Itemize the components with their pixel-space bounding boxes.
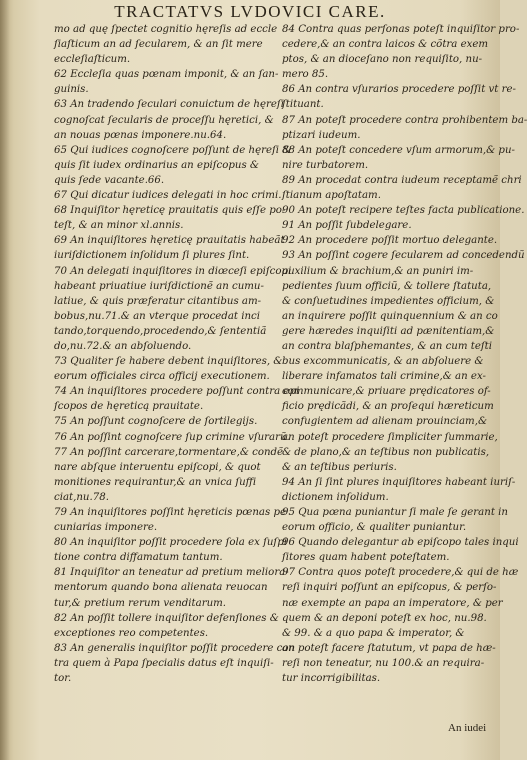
text-line: gere hæredes inquiſiti ad pænitentiam,&	[282, 325, 495, 337]
text-line: 80 An inquiſitor poſſit procedere ſola ex ſuſpi	[54, 537, 287, 549]
text-line: reſi inquiri poſſunt an epiſcopus, & perſo-	[282, 582, 497, 594]
text-line: 73 Qualiter ſe habere debent inquiſitores, &	[54, 356, 283, 368]
text-line: 94 An ſi ſint plures inquiſitores habeant iuriſ-	[282, 476, 516, 488]
text-line: 79 An inquiſitores poſſint hęreticis pœnas pe	[54, 507, 287, 518]
text-line: 97 Contra quos poteſt procedere,& qui de hæ	[282, 567, 519, 579]
text-line: 88 An poteſt concedere vſum armorum,& pu-	[282, 144, 515, 156]
text-line: eorum officiales circa officij executionem.	[54, 371, 270, 383]
text-line: habeant priuatiue iuriſdictionẽ an cumu-	[54, 280, 264, 292]
text-line: an poteſt facere ſtatutum, vt papa de hæ-	[282, 642, 496, 654]
text-line: tur,& pretium rerum venditarum.	[54, 597, 227, 609]
text-line: 84 Contra quas perſonas poteſt inquiſitor pro-	[282, 24, 520, 35]
text-line: quem & an deponi poteſt ex hoc, nu.98.	[282, 612, 487, 624]
text-line: tur incorrigibilitas.	[282, 673, 381, 685]
text-line: eorum officio, & qualiter puniantur.	[282, 522, 467, 534]
text-line: & 99. & a quo papa & imperator, &	[282, 627, 465, 639]
text-line: 75 An poſſunt cognoſcere de ſortilegijs.	[54, 416, 258, 428]
text-line: latiue, & quis præferatur citantibus am-	[54, 295, 262, 307]
text-line: monitiones requirantur,& an vnica ſuffi	[54, 476, 257, 488]
right-column	[282, 22, 527, 686]
gutter-shadow	[0, 0, 10, 760]
text-line: 63 An tradendo ſeculari conuictum de hęreſi	[54, 99, 284, 111]
text-line: 96 Quando delegantur ab epiſcopo tales inqui	[282, 537, 519, 549]
text-line: ciat,nu.78.	[54, 491, 109, 503]
text-line: mo ad quę ſpectet cognitio hęreſis ad eccle	[54, 24, 278, 35]
catchword: An iudei	[448, 722, 487, 734]
text-line: quis ſede vacante.66.	[54, 174, 165, 186]
text-line: 82 An poſſit tollere inquiſitor defenſiones &	[54, 612, 279, 624]
text-line: 91 An poſſit ſubdelegare.	[282, 220, 412, 232]
text-line: 74 An inquiſitores procedere poſſunt contra epi	[54, 386, 300, 398]
text-line: næ exempte an papa an imperatore, & per	[282, 597, 503, 609]
text-line: ptizari iudeum.	[282, 129, 361, 141]
text-line: ſtianum apoſtatam.	[282, 190, 381, 202]
text-line: 89 An procedat contra iudeum receptamẽ chri	[282, 174, 522, 186]
text-line: ficio prędicãdi, & an proſequi hæreticum	[282, 401, 494, 413]
text-line: 77 An poſſint carcerare,tormentare,& condẽ	[54, 446, 284, 458]
text-line: 68 Inquiſitor hęreticę prauitatis quis eſſe po-	[54, 205, 286, 217]
text-line: auxilium & brachium,& an puniri im-	[282, 265, 474, 277]
text-line: mero 85.	[282, 69, 329, 81]
text-line: eccleſiaſticum.	[54, 54, 131, 66]
text-line: 83 An generalis inquiſitor poſſit procedere con	[54, 642, 296, 654]
text-line: ſitores quam habent poteſtatem.	[282, 552, 450, 564]
text-line: an poteſt procedere ſimpliciter ſummarie,	[282, 431, 498, 443]
text-line: ſcopos de hęreticą prauitate.	[54, 401, 204, 413]
text-line: 67 Qui dicatur iudices delegati in hoc crimi.	[54, 190, 282, 202]
text-line: ptos, & an dioceſano non requiſito, nu-	[282, 54, 483, 66]
text-line: 92 An procedere poſſit mortuo delegante.	[282, 235, 498, 247]
text-line: iuriſdictionem inſolidum ſi plures ſint.	[54, 250, 250, 262]
text-line: 87 An poteſt procedere contra prohibentem ba-	[282, 114, 527, 126]
text-line: mentorum quando bona alienata reuocan	[54, 582, 268, 594]
text-line: 93 An poſſint cogere ſecularem ad concedendũ	[282, 250, 525, 262]
text-line: & de plano,& an teſtibus non publicatis,	[282, 446, 490, 458]
text-line: communicare,& priuare prędicatores of-	[282, 386, 491, 398]
text-line: 69 An inquiſitores hęreticę prauitatis habeãt	[54, 235, 285, 247]
text-line: tra quem à Papa ſpecialis datus eſt inquiſi-	[54, 657, 274, 669]
text-line: an contra blaſphemantes, & an cum teſti	[282, 340, 492, 352]
text-line: nare abſque interuentu epiſcopi, & quot	[54, 461, 261, 473]
text-line: cuniarias imponere.	[54, 522, 158, 534]
text-line: tor.	[54, 673, 72, 685]
text-line: an nouas pœnas imponere.nu.64.	[54, 129, 227, 141]
text-line: tando,torquendo,procedendo,& ſententiã	[54, 325, 267, 337]
text-line: bobus,nu.71.& an vterque procedat inci	[54, 310, 261, 322]
text-line: bus excommunicatis, & an abſoluere &	[282, 356, 484, 368]
text-line: cognoſcat ſecularis de proceſſu hęretici, &	[54, 114, 274, 126]
text-line: 76 An poſſint cognoſcere ſup crimine vſurarũ.	[54, 431, 290, 443]
text-line: reſi non teneatur, nu 100.& an requira-	[282, 657, 485, 669]
text-line: 62 Eccleſia quas pœnam imponit, & an ſan-	[54, 69, 279, 81]
text-line: 65 Qui iudices cognoſcere poſſunt de hęreſi &	[54, 144, 292, 156]
text-line: 81 Inquiſitor an teneatur ad pretium meliora-	[54, 567, 289, 579]
text-line: 90 An poteſt recipere teſtes facta publicatione.	[282, 205, 525, 217]
running-head: TRACTATVS LVDOVICI CARE.	[114, 2, 386, 21]
text-line: do,nu.72.& an abſoluendo.	[54, 340, 192, 352]
text-line: teſt, & an minor xl.annis.	[54, 220, 184, 232]
text-line: quis ſit iudex ordinarius an epiſcopus &	[54, 159, 260, 171]
text-line: & conſuetudines impedientes officium, &	[282, 295, 495, 307]
text-line: ſtituant.	[282, 99, 324, 111]
text-line: dictionem inſolidum.	[282, 491, 389, 503]
text-line: & an teſtibus periuris.	[282, 461, 397, 473]
text-line: guinis.	[54, 84, 89, 96]
text-line: liberare infamatos tali crimine,& an ex-	[282, 371, 486, 383]
text-line: 70 An delegati inquiſitores in diœceſi epiſcopi	[54, 265, 292, 277]
text-line: ſiaſticum an ad ſecularem, & an ſit mere	[54, 39, 263, 51]
text-line: tione contra diffamatum tantum.	[54, 552, 223, 564]
text-line: 95 Qua pœna puniantur ſi male ſe gerant in	[282, 507, 508, 518]
text-line: nire turbatorem.	[282, 159, 369, 171]
left-column	[54, 22, 300, 686]
text-line: an inquirere poſſit quinquennium & an co	[282, 310, 498, 322]
text-line: pedientes ſuum officiũ, & tollere ſtatuta,	[282, 280, 492, 292]
text-line: 86 An contra vſurarios procedere poſſit vt re-	[282, 84, 516, 96]
text-line: cedere,& an contra laicos & cõtra exem	[282, 39, 489, 51]
text-line: exceptiones reo competentes.	[54, 627, 209, 639]
text-line: confugientem ad alienam prouinciam,&	[282, 416, 488, 428]
